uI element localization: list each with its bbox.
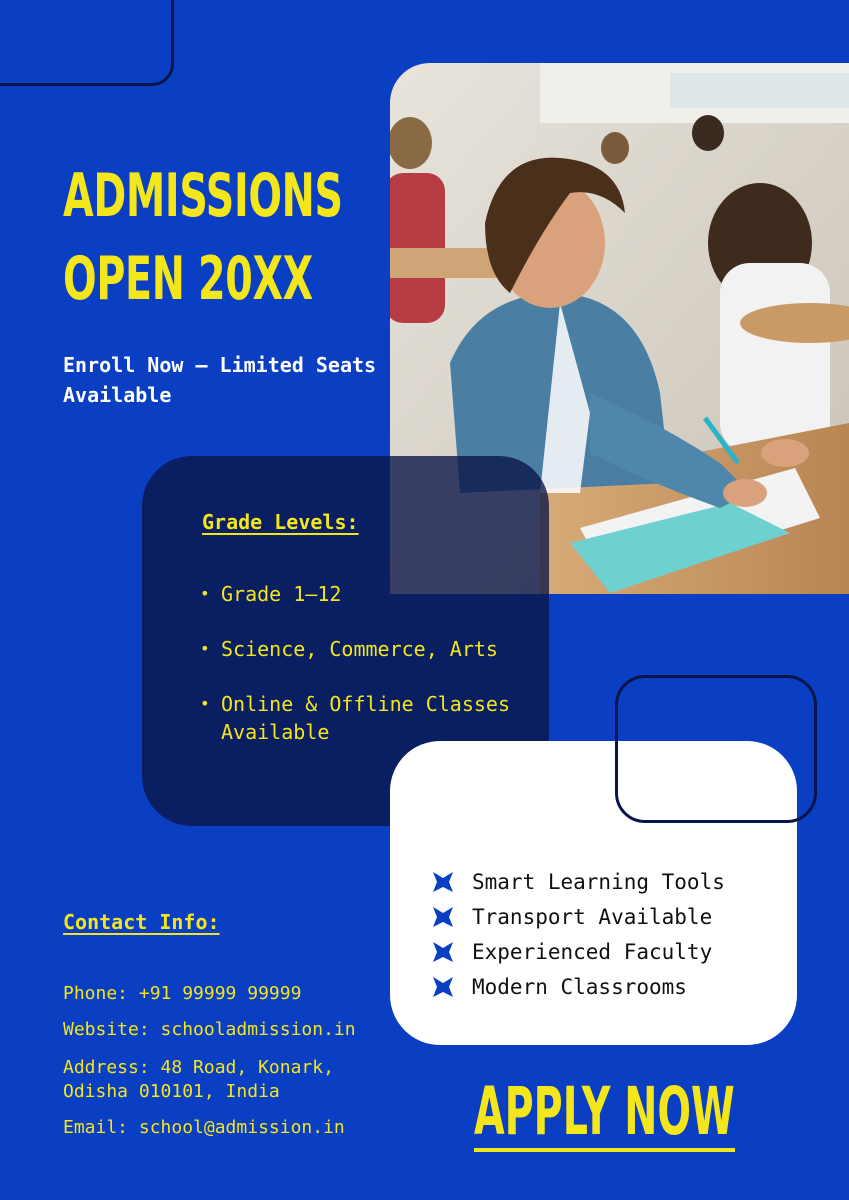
- feature-item: [430, 864, 725, 899]
- headline: [63, 155, 343, 321]
- feature-item: [430, 934, 725, 969]
- feature-label: Transport Available: [472, 904, 713, 929]
- contact-address: Address: 48 Road, Konark, Odisha 010101, India: [63, 1057, 334, 1102]
- subheadline: Enroll Now – Limited Seats Available: [63, 353, 377, 407]
- decorative-outline-top: [0, 0, 174, 86]
- contact-website[interactable]: Website: schooladmission.in: [63, 1019, 356, 1040]
- star-icon: [430, 974, 456, 1000]
- grade-levels-title: Grade Levels:: [202, 510, 359, 534]
- feature-label: Modern Classrooms: [472, 974, 687, 999]
- feature-label: Experienced Faculty: [472, 939, 713, 964]
- contact-phone[interactable]: Phone: +91 99999 99999: [63, 983, 302, 1004]
- star-icon: [430, 869, 456, 895]
- star-icon: [430, 939, 456, 965]
- features-list: [430, 864, 725, 1004]
- decorative-outline-middle: [615, 675, 817, 823]
- grade-level-item: • Grade 1–12: [200, 580, 520, 608]
- feature-label: Smart Learning Tools: [472, 869, 725, 894]
- headline-line-2: OPEN 20XX: [63, 243, 313, 314]
- contact-title: Contact Info:: [63, 910, 220, 934]
- feature-item: [430, 899, 725, 934]
- contact-email[interactable]: Email: school@admission.in: [63, 1117, 345, 1138]
- star-icon: [430, 904, 456, 930]
- apply-now-button[interactable]: APPLY NOW: [474, 1073, 735, 1150]
- feature-item: [430, 969, 725, 1004]
- grade-level-item: • Science, Commerce, Arts: [200, 635, 520, 663]
- grade-level-item: • Online & Offline Classes Available: [200, 690, 520, 746]
- headline-line-1: ADMISSIONS: [63, 161, 343, 231]
